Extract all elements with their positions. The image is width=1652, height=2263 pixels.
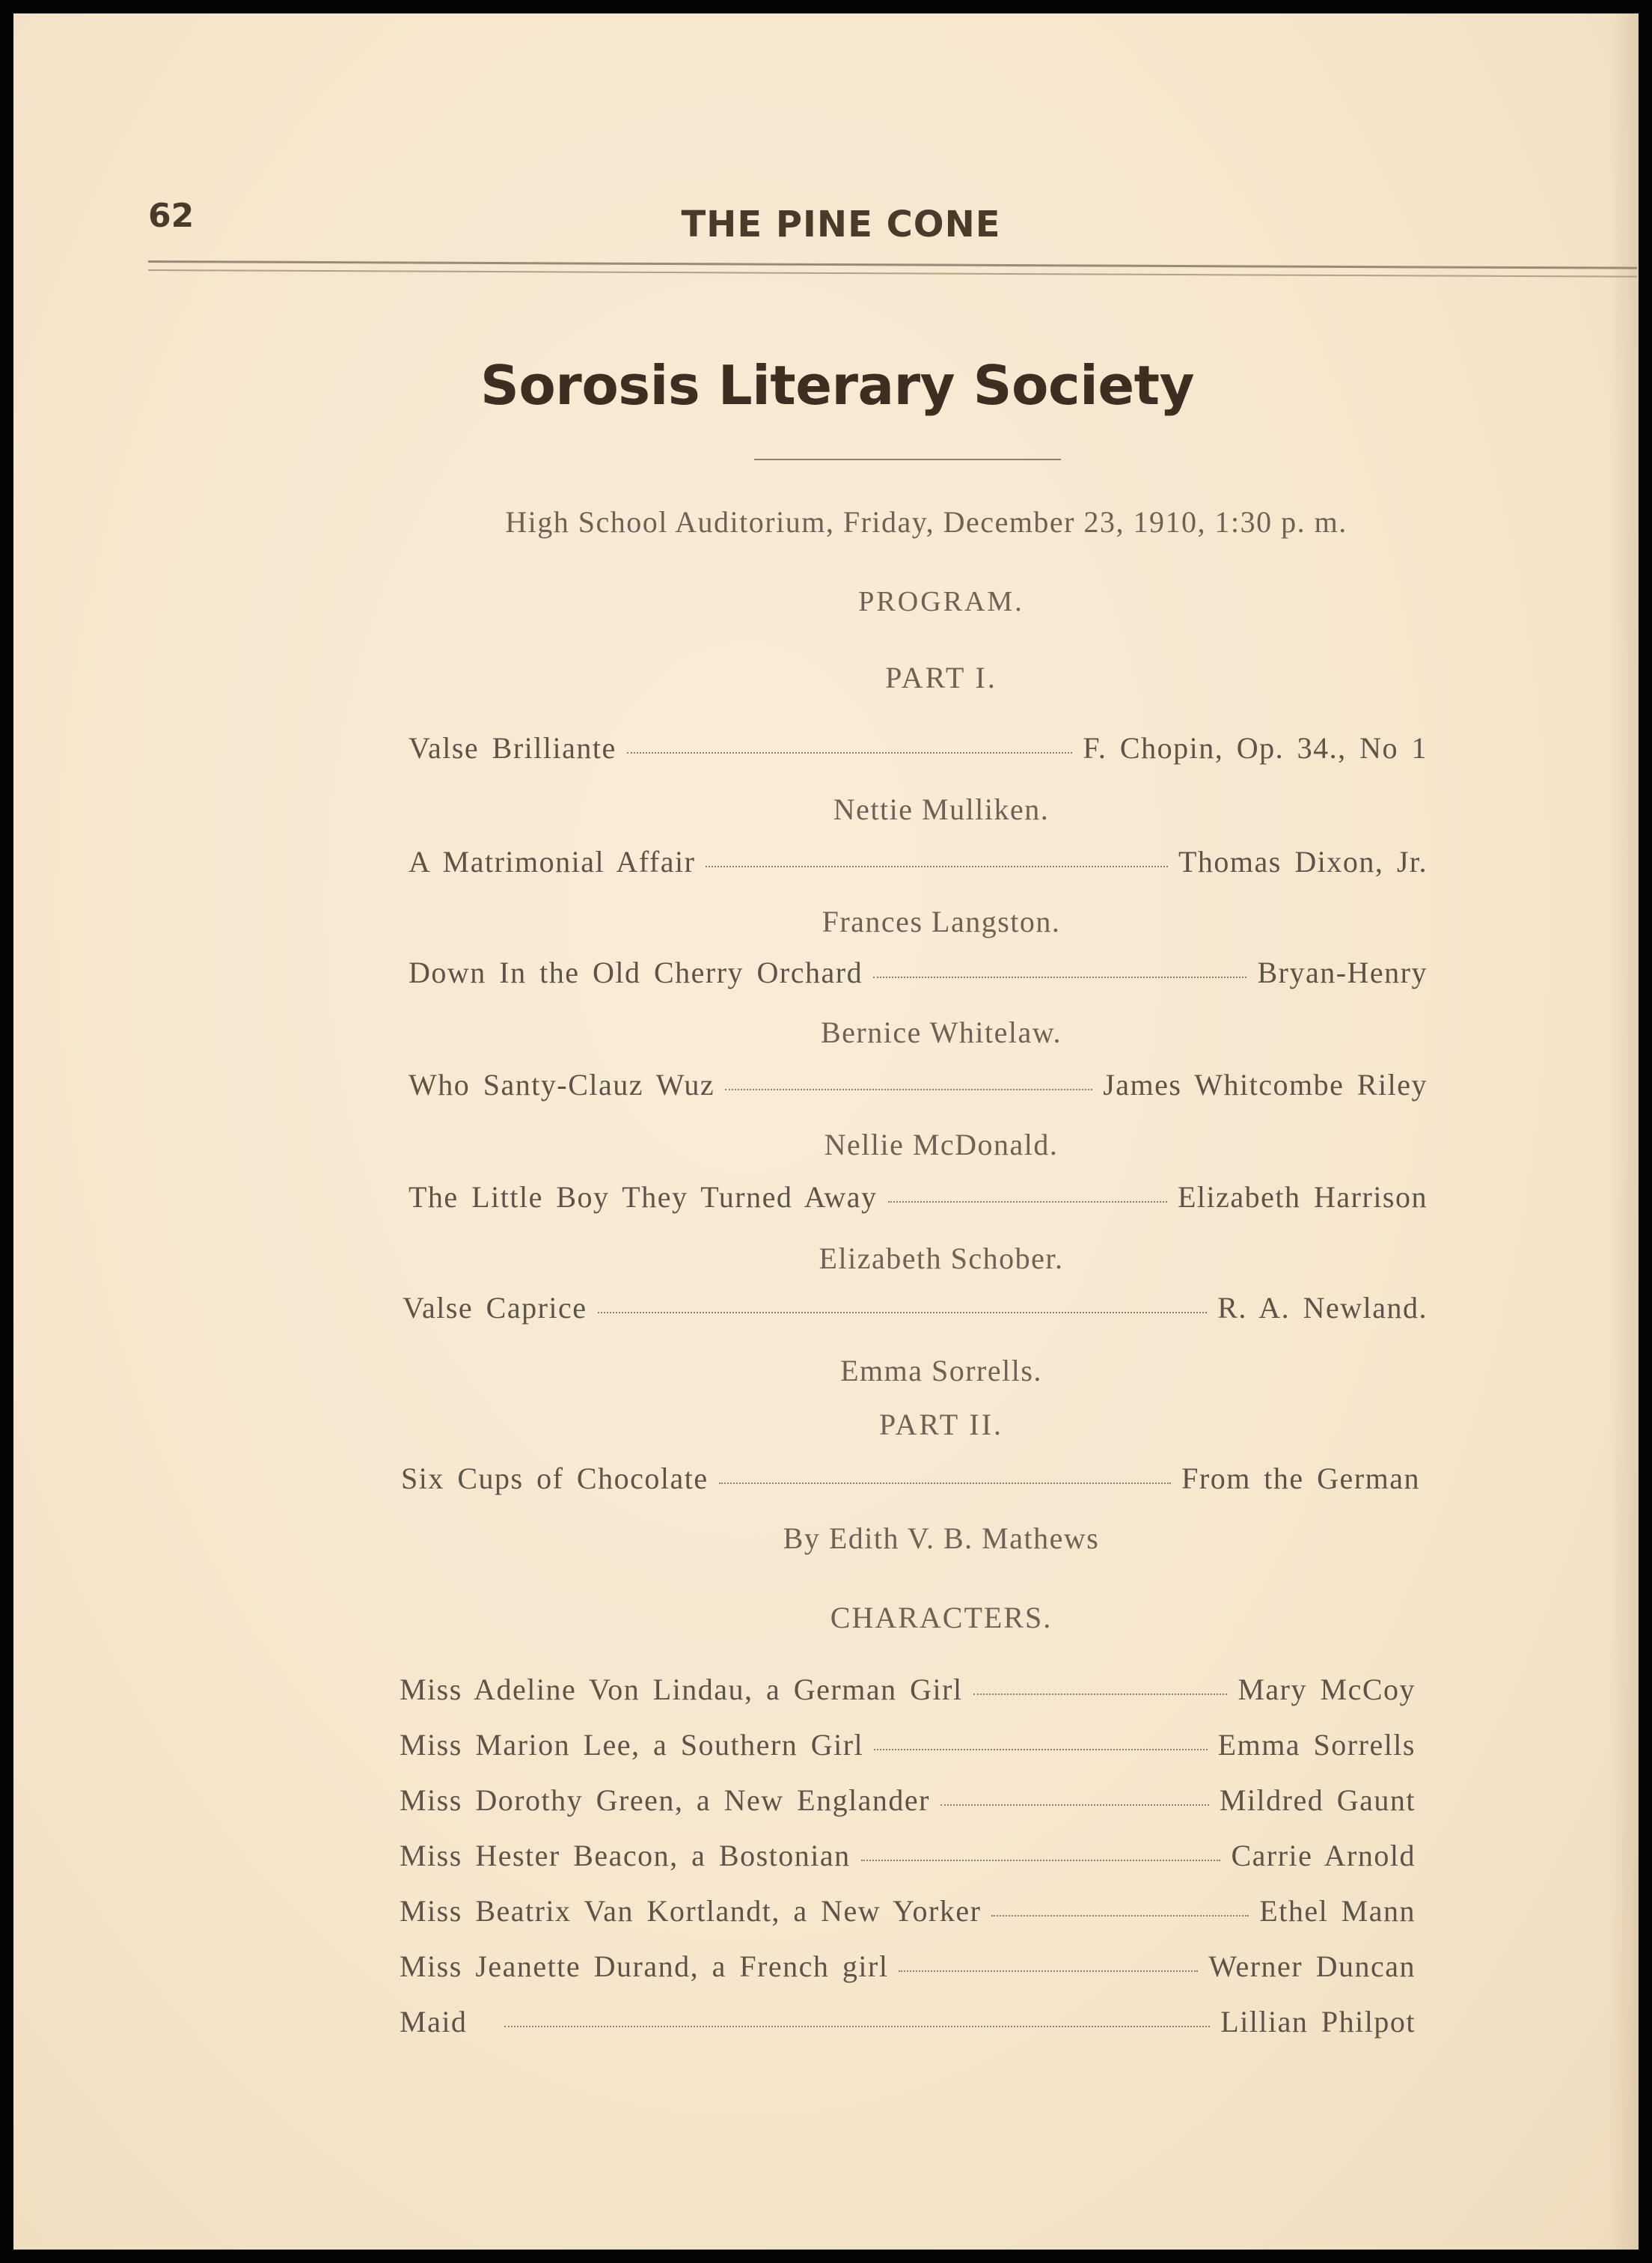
program-item xyxy=(409,955,1428,990)
page-title: Sorosis Literary Society xyxy=(480,354,1195,417)
character-role: Miss Hester Beacon, a Bostonian xyxy=(400,1839,851,1872)
program-item xyxy=(409,730,1428,766)
program-item xyxy=(401,1461,1420,1496)
character-row xyxy=(400,1783,1416,1818)
performer-name: Emma Sorrells. xyxy=(840,1354,1042,1387)
character-role: Miss Beatrix Van Kortlandt, a New Yorker xyxy=(400,1894,982,1928)
piece-title: Six Cups of Chocolate xyxy=(401,1462,709,1495)
performer-name: Nettie Mulliken. xyxy=(833,792,1050,826)
header-rule xyxy=(148,260,1637,269)
character-row xyxy=(400,1949,1416,1984)
leader-dots xyxy=(873,977,1246,978)
performer-name: Bernice Whitelaw. xyxy=(820,1016,1062,1049)
character-row xyxy=(400,1893,1416,1928)
leader-dots xyxy=(874,1749,1208,1750)
leader-dots xyxy=(940,1804,1209,1806)
leader-dots xyxy=(991,1915,1249,1917)
character-actor: Werner Duncan xyxy=(1208,1949,1416,1983)
running-title: THE PINE CONE xyxy=(681,204,1001,245)
piece-title: Valse Brilliante xyxy=(409,731,617,765)
character-actor: Emma Sorrells xyxy=(1217,1728,1416,1762)
part1-heading: PART I. xyxy=(885,661,997,694)
program-heading: PROGRAM. xyxy=(858,586,1024,617)
character-role: Miss Dorothy Green, a New Englander xyxy=(400,1783,931,1817)
leader-dots xyxy=(725,1089,1092,1090)
piece-author: James Whitcombe Riley xyxy=(1103,1068,1428,1102)
character-role: Miss Jeanette Durand, a French girl xyxy=(400,1949,889,1983)
piece-author: Bryan-Henry xyxy=(1257,956,1428,989)
leader-dots xyxy=(504,2026,1210,2027)
venue-line: High School Auditorium, Friday, December 23, 1910, 1:30 p. m. xyxy=(505,505,1347,539)
character-role: Miss Marion Lee, a Southern Girl xyxy=(400,1728,864,1762)
performer-name: Frances Langston. xyxy=(822,905,1061,938)
character-role: Maid xyxy=(400,2005,468,2038)
page-number: 62 xyxy=(148,197,195,235)
book-page xyxy=(13,13,1639,2250)
leader-dots xyxy=(899,1970,1198,1972)
part2-heading: PART II. xyxy=(878,1408,1004,1441)
character-row xyxy=(400,1672,1416,1707)
leader-dots xyxy=(719,1482,1172,1484)
performer-name: Elizabeth Schober. xyxy=(819,1242,1064,1275)
leader-dots xyxy=(861,1860,1221,1861)
piece-author: R. A. Newland. xyxy=(1217,1291,1428,1325)
program-item xyxy=(409,1179,1428,1215)
character-actor: Mary McCoy xyxy=(1238,1673,1416,1706)
leader-dots xyxy=(973,1694,1228,1695)
piece-author: From the German xyxy=(1181,1462,1420,1495)
piece-author: Elizabeth Harrison xyxy=(1178,1180,1428,1214)
character-actor: Mildred Gaunt xyxy=(1219,1783,1416,1817)
leader-dots xyxy=(706,866,1168,867)
program-item xyxy=(403,1290,1428,1325)
program-item xyxy=(409,1067,1428,1102)
play-byline: By Edith V. B. Mathews xyxy=(783,1521,1100,1555)
character-role: Miss Adeline Von Lindau, a German Girl xyxy=(400,1673,963,1706)
character-row xyxy=(400,1838,1416,1873)
leader-dots xyxy=(888,1201,1168,1203)
performer-name: Nellie McDonald. xyxy=(824,1128,1059,1161)
character-actor: Ethel Mann xyxy=(1259,1894,1416,1928)
program-item xyxy=(409,844,1428,879)
character-row xyxy=(400,2004,1416,2039)
leader-dots xyxy=(627,752,1073,754)
character-actor: Carrie Arnold xyxy=(1231,1839,1416,1872)
piece-title: The Little Boy They Turned Away xyxy=(409,1180,878,1214)
piece-title: Valse Caprice xyxy=(403,1291,587,1325)
character-row xyxy=(400,1727,1416,1762)
header-rule-secondary xyxy=(148,269,1637,278)
characters-heading: CHARACTERS. xyxy=(830,1601,1053,1634)
piece-title: A Matrimonial Affair xyxy=(409,845,696,879)
piece-author: F. Chopin, Op. 34., No 1 xyxy=(1083,731,1428,765)
page-shadow xyxy=(1609,13,1639,2250)
piece-title: Who Santy-Clauz Wuz xyxy=(409,1068,715,1102)
piece-title: Down In the Old Cherry Orchard xyxy=(409,956,863,989)
title-rule xyxy=(754,459,1061,460)
piece-author: Thomas Dixon, Jr. xyxy=(1178,845,1428,879)
character-actor: Lillian Philpot xyxy=(1220,2005,1416,2038)
leader-dots xyxy=(598,1312,1208,1313)
